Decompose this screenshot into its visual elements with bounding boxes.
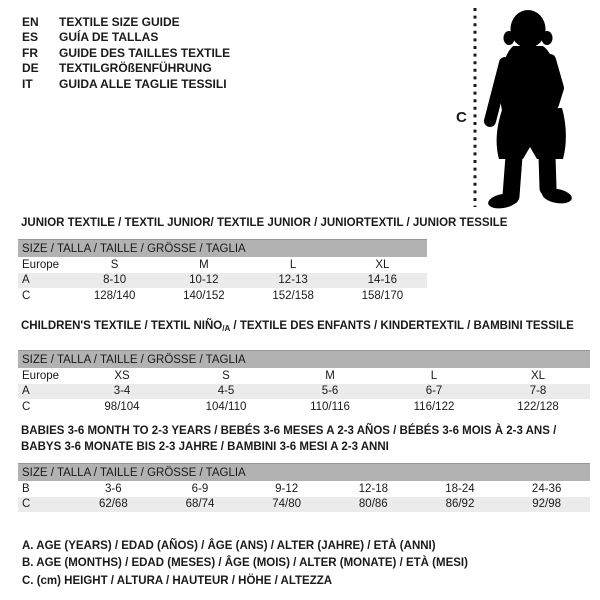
junior-size-table	[18, 239, 427, 304]
table-cell: 12-18	[358, 482, 388, 495]
table-cell: 74/80	[272, 498, 302, 511]
table-cell: 3-6	[105, 482, 122, 495]
lang-code-it: IT	[22, 76, 33, 91]
lang-row-de	[22, 61, 230, 76]
language-title-block	[22, 15, 230, 92]
lang-row-es	[22, 30, 230, 45]
children-title-pre: CHILDREN'S TEXTILE / TEXTIL NIÑO	[21, 320, 223, 332]
footnotes	[22, 538, 468, 590]
table-cell: 9-12	[275, 482, 299, 495]
row-label: C	[22, 289, 31, 302]
table-cell: 104/110	[205, 400, 247, 413]
table-cell: 4-5	[217, 385, 235, 398]
lang-text-es: GUÍA DE TALLAS	[59, 30, 159, 45]
table-row	[18, 497, 590, 513]
table-cell: 3-4	[113, 385, 131, 398]
table-cell: 140/152	[183, 289, 225, 302]
table-cell: 86/92	[445, 498, 475, 511]
lang-code-de: DE	[22, 61, 39, 76]
table-cell: 122/128	[517, 400, 559, 413]
table-cell: 128/140	[93, 289, 136, 302]
children-section	[18, 320, 590, 415]
lang-row-en	[22, 15, 230, 30]
children-size-table	[18, 350, 590, 415]
table-cell: 5-6	[321, 385, 339, 398]
lang-text-it: GUIDA ALLE TAGLIE TESSILI	[59, 76, 227, 91]
table-cell: XL	[530, 369, 546, 382]
table-cell: 8-10	[103, 274, 127, 287]
table-cell: 116/122	[413, 400, 455, 413]
table-cell: L	[289, 258, 297, 271]
size-header-cell: SIZE / TALLA / TAILLE / GRÖSSE / TAGLIA	[18, 464, 590, 482]
junior-section	[18, 217, 508, 304]
size-header-cell: SIZE / TALLA / TAILLE / GRÖSSE / TAGLIA	[18, 240, 427, 258]
children-title-sub: /A	[222, 324, 231, 333]
table-cell: 92/98	[532, 498, 562, 511]
table-cell: M	[199, 258, 209, 271]
baby-silhouette-icon	[430, 0, 600, 230]
table-cell: 18-24	[445, 482, 475, 495]
row-label: B	[22, 482, 30, 495]
table-cell: L	[430, 369, 438, 382]
row-label: Europe	[22, 369, 60, 382]
table-header-row	[18, 351, 590, 369]
table-cell: 10-12	[189, 274, 219, 287]
table-cell: XS	[114, 369, 130, 382]
table-cell: 6-7	[425, 385, 443, 398]
table-header-row	[18, 464, 590, 482]
lang-row-fr	[22, 46, 230, 61]
lang-row-it	[22, 77, 230, 92]
babies-section	[18, 425, 590, 512]
table-row	[18, 288, 427, 304]
row-label: A	[22, 385, 30, 398]
lang-code-fr: FR	[22, 45, 38, 60]
table-header-row	[18, 240, 427, 258]
babies-section-title-line1: BABIES 3-6 MONTH TO 2-3 YEARS / BEBÉS 3-6 MESES A 2-3 AÑOS / BÉBÉS 3-6 MOIS À 2-3 ANS /	[21, 425, 557, 437]
row-label: Europe	[22, 258, 60, 271]
measure-label-c: C	[456, 109, 467, 126]
table-cell: 12-13	[278, 274, 308, 287]
table-cell: 62/68	[98, 498, 128, 511]
row-label: C	[22, 400, 31, 413]
table-cell: 7-8	[529, 385, 547, 398]
table-cell: M	[325, 369, 335, 382]
table-row	[18, 273, 427, 289]
table-cell: 158/170	[361, 289, 404, 302]
lang-text-fr: GUIDE DES TAILLES TEXTILE	[59, 45, 231, 60]
lang-text-en: TEXTILE SIZE GUIDE	[59, 15, 180, 29]
size-header-cell: SIZE / TALLA / TAILLE / GRÖSSE / TAGLIA	[18, 351, 590, 369]
table-cell: 80/86	[358, 498, 388, 511]
table-row	[18, 368, 590, 384]
table-cell: 6-9	[191, 482, 209, 495]
table-cell: 152/158	[272, 289, 314, 302]
table-row	[18, 399, 590, 415]
lang-code-es: ES	[22, 30, 39, 45]
lang-code-en: EN	[22, 15, 39, 29]
table-cell: 110/116	[310, 400, 350, 413]
row-label: C	[22, 498, 31, 511]
footnote-a: A. AGE (YEARS) / EDAD (AÑOS) / ÂGE (ANS) / ALTER (JAHRE) / ETÀ (ANNI)	[22, 540, 436, 552]
table-cell: 98/104	[104, 400, 140, 413]
lang-text-de: TEXTILGRÖßENFÜHRUNG	[59, 61, 212, 76]
table-cell: S	[222, 369, 230, 382]
table-row	[18, 481, 590, 497]
baby-silhouette-shape	[487, 10, 573, 210]
babies-size-table	[18, 463, 590, 512]
row-label: A	[22, 274, 30, 287]
table-row	[18, 257, 427, 273]
footnote-b: B. AGE (MONTHS) / EDAD (MESES) / ÂGE (MOIS) / ALTER (MONATE) / ETÀ (MESI)	[22, 557, 468, 570]
children-section-title	[18, 320, 590, 335]
babies-section-title-line2: BABYS 3-6 MONATE BIS 2-3 JAHRE / BAMBINI 3-6 MESI A 2-3 ANNI	[21, 441, 389, 453]
footnote-c: C. (cm) HEIGHT / ALTURA / HAUTEUR / HÖHE / ALTEZZA	[22, 574, 333, 587]
table-row	[18, 384, 590, 400]
junior-section-title: JUNIOR TEXTILE / TEXTIL JUNIOR/ TEXTILE JUNIOR / JUNIORTEXTIL / JUNIOR TESSILE	[21, 217, 508, 229]
table-cell: 14-16	[367, 274, 398, 287]
table-cell: 24-36	[531, 482, 562, 495]
table-cell: 68/74	[185, 498, 215, 511]
height-measure-figure	[430, 0, 600, 230]
table-cell: XL	[375, 258, 390, 271]
children-title-post: / TEXTILE DES ENFANTS / KINDERTEXTIL / BAMBINI TESSILE	[230, 320, 574, 332]
table-cell: S	[110, 258, 119, 271]
